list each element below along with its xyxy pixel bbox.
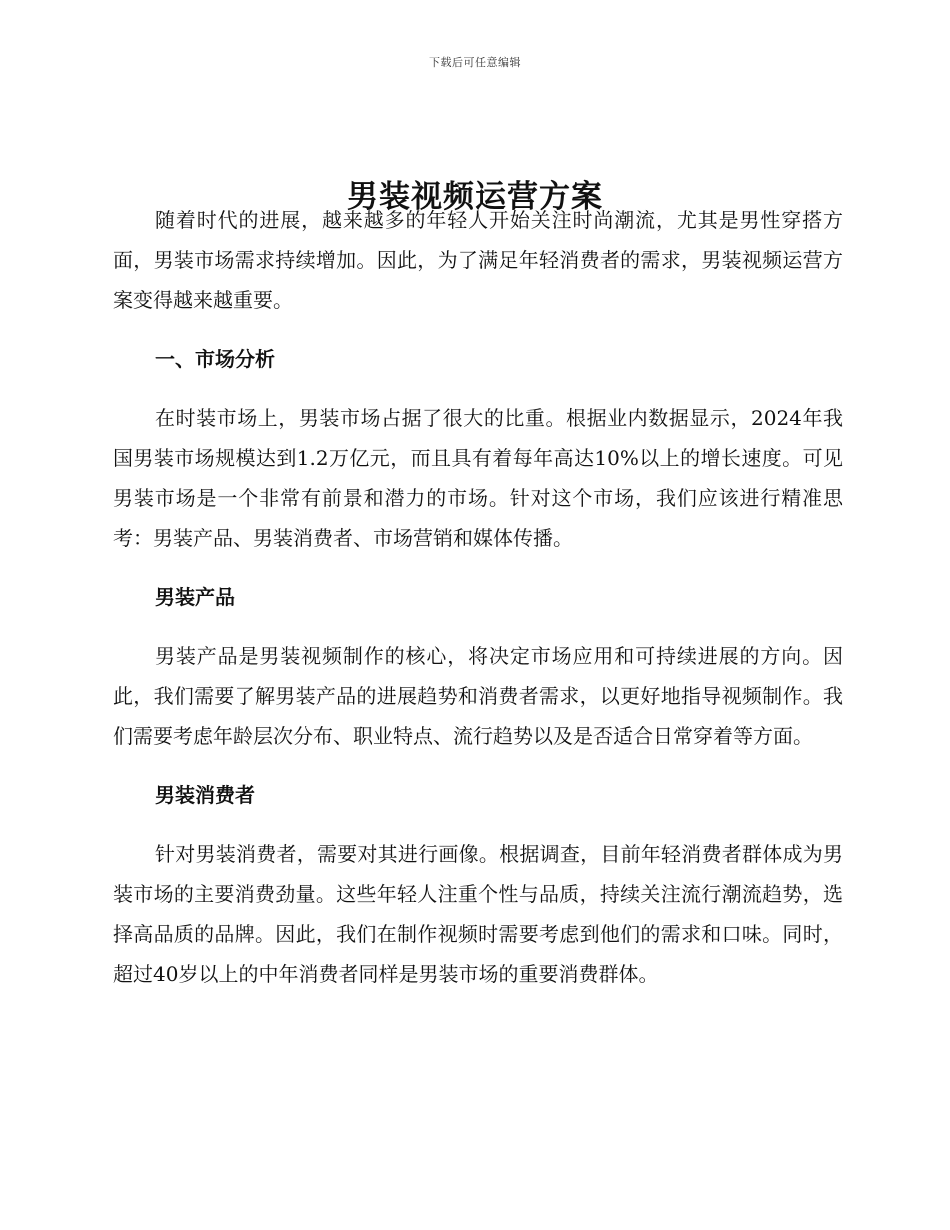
- spacer: [113, 320, 843, 339]
- section-heading-mens-consumers: 男装消费者: [155, 783, 255, 807]
- intro-paragraph: 随着时代的进展，越来越多的年轻人开始关注时尚潮流，尤其是男性穿搭方面，男装市场需求持续增加。因此，为了满足年轻消费者的需求，男装视频运营方案变得越来越重要。: [113, 208, 843, 312]
- spacer: [113, 617, 843, 636]
- spacer: [113, 756, 843, 775]
- spacer: [113, 815, 843, 834]
- document-body: [113, 200, 843, 994]
- spacer: [113, 558, 843, 577]
- section-heading-mens-products: 男装产品: [155, 585, 235, 609]
- section-heading-market-analysis: 一、市场分析: [155, 347, 275, 371]
- section-paragraph-market-analysis: 在时装市场上，男装市场占据了很大的比重。根据业内数据显示，2024年我国男装市场规模达到1.2万亿元，而且具有着每年高达10%以上的增长速度。可见男装市场是一个非常有前景和潜力的市场。针对这个市场，我们应该进行精准思考：男装产品、男装消费者、市场营销和媒体传播。: [113, 406, 843, 550]
- page-title: 男装视频运营方案: [347, 178, 603, 215]
- section-paragraph-mens-products: 男装产品是男装视频制作的核心，将决定市场应用和可持续进展的方向。因此，我们需要了解男装产品的进展趋势和消费者需求，以更好地指导视频制作。我们需要考虑年龄层次分布、职业特点、流行趋势以及是否适合日常穿着等方面。: [113, 644, 843, 748]
- header-note: 下载后可任意编辑: [429, 56, 521, 69]
- section-paragraph-mens-consumers: 针对男装消费者，需要对其进行画像。根据调查，目前年轻消费者群体成为男装市场的主要消费劲量。这些年轻人注重个性与品质，持续关注流行潮流趋势，选择高品质的品牌。因此，我们在制作视频时需要考虑到他们的需求和口味。同时，超过40岁以上的中年消费者同样是男装市场的重要消费群体。: [113, 842, 843, 986]
- spacer: [113, 379, 843, 398]
